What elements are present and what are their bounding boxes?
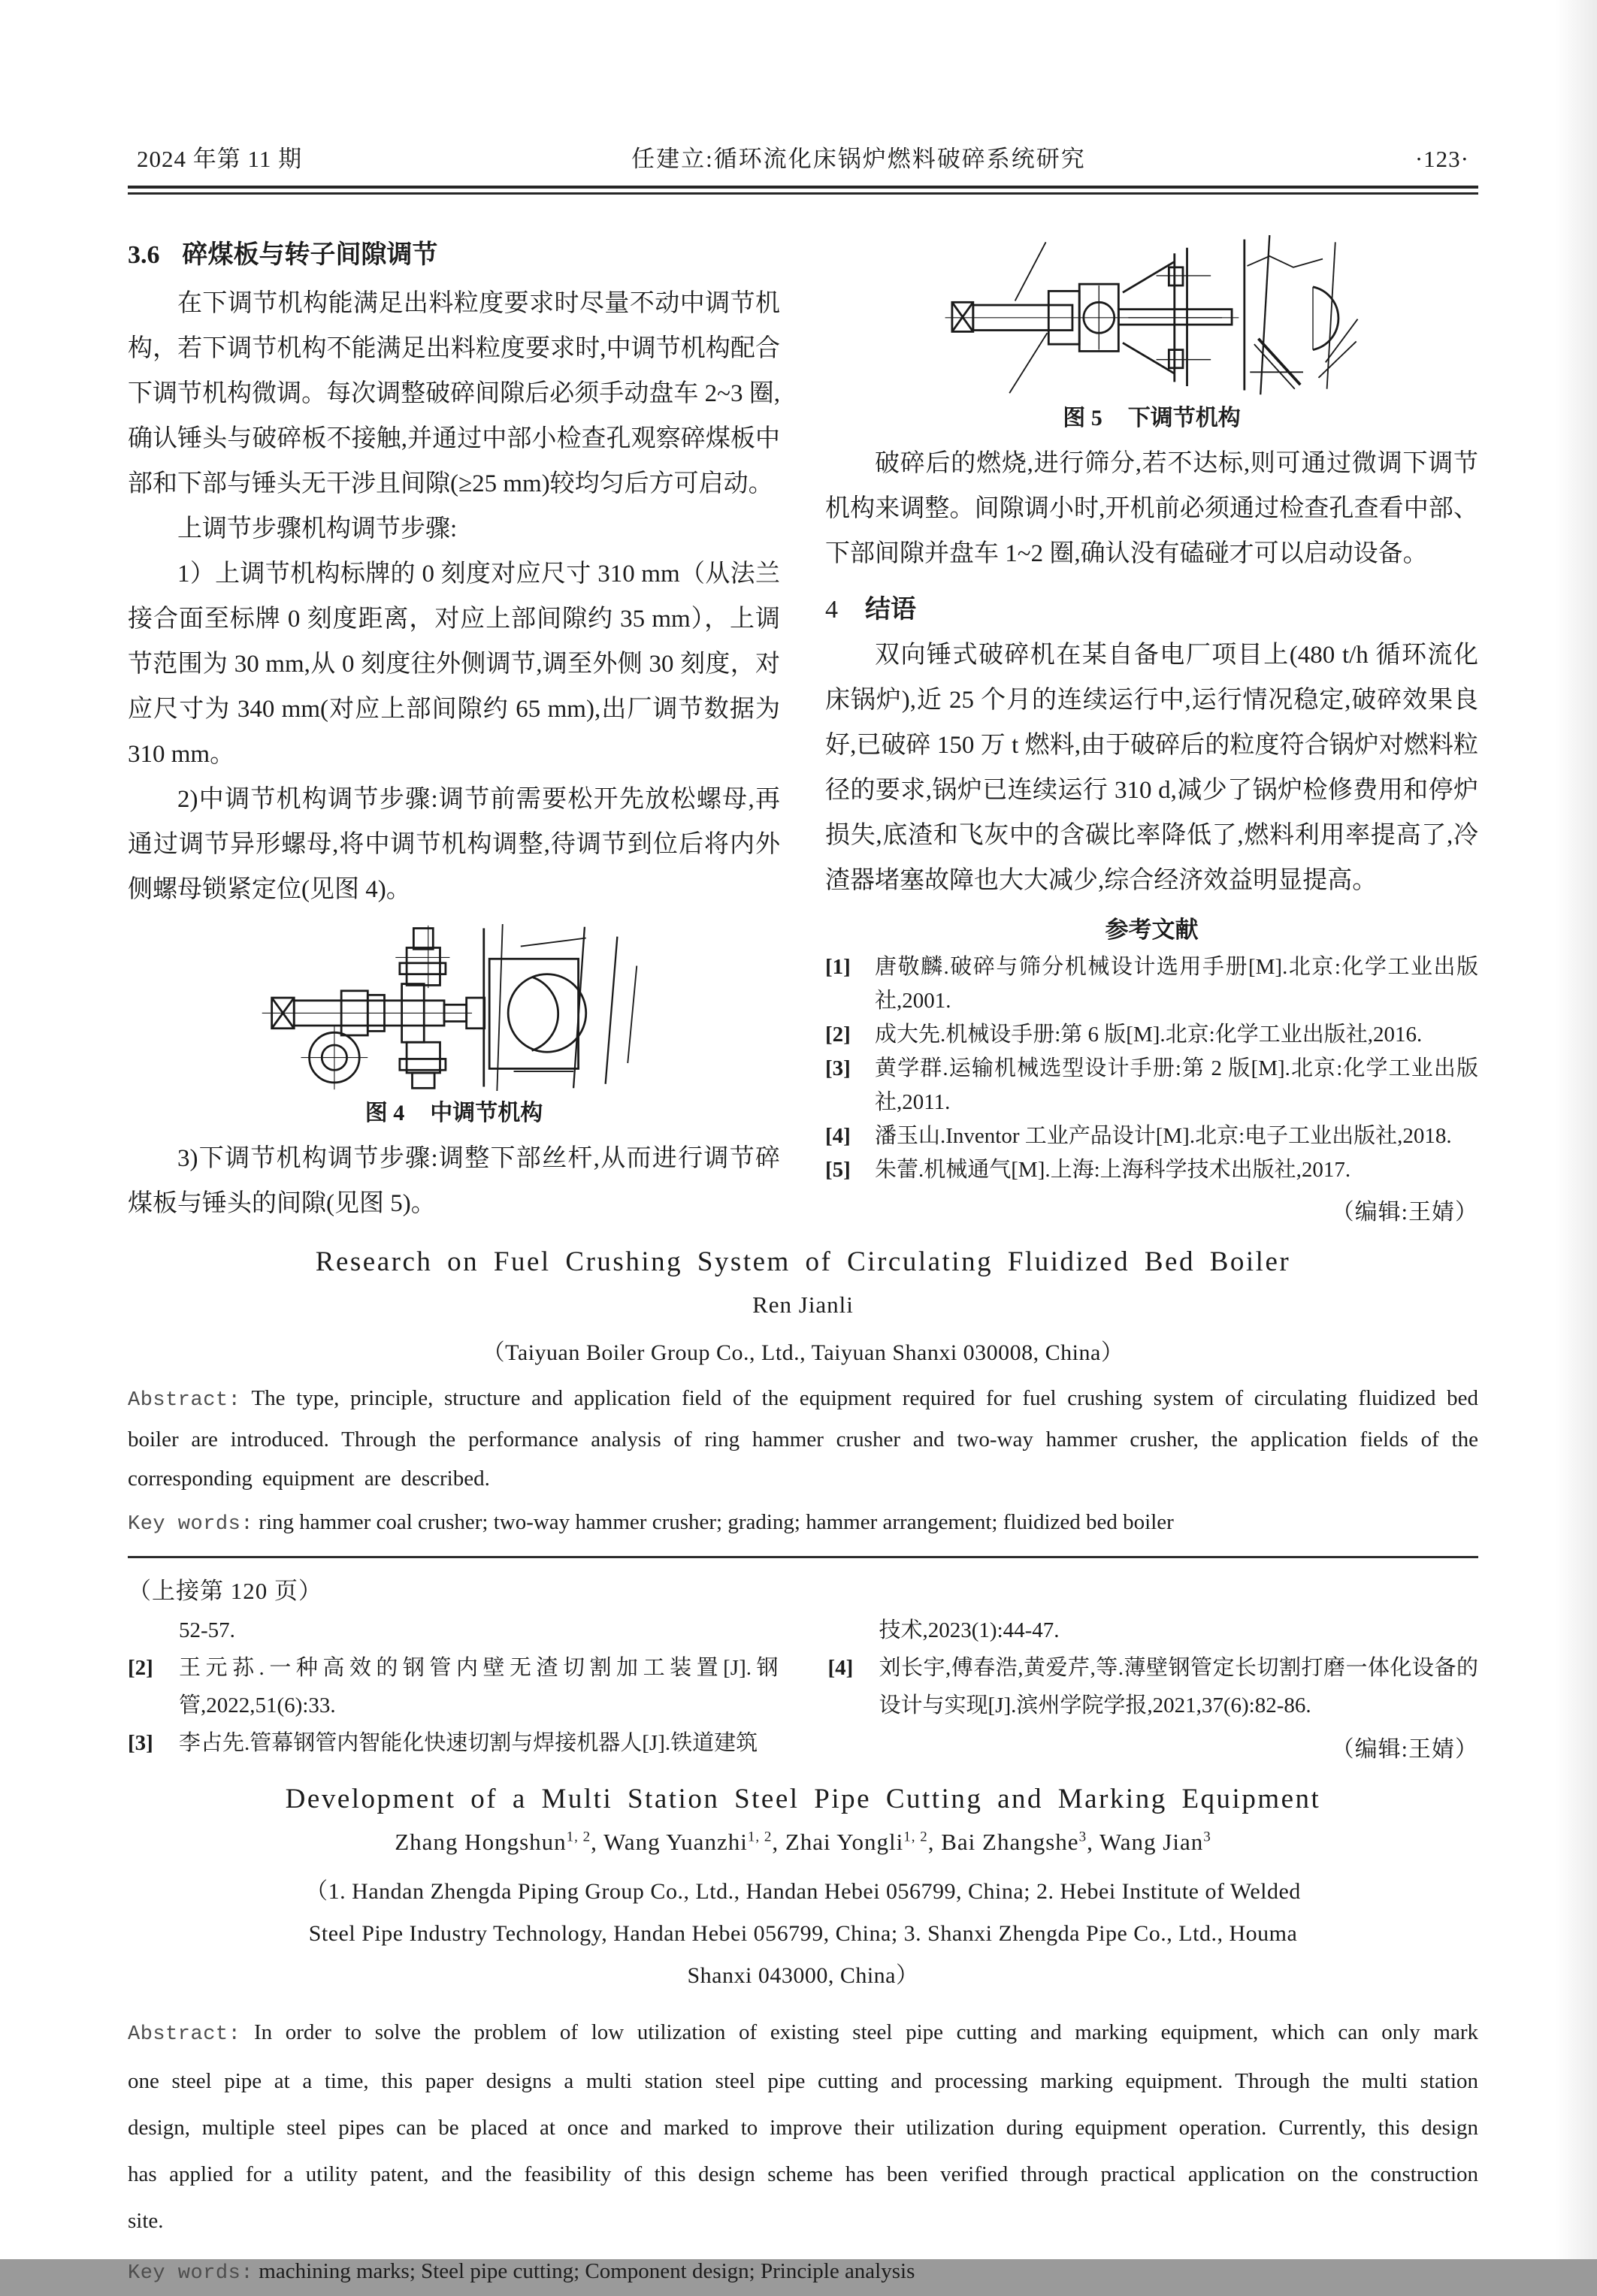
reference-label bbox=[828, 1612, 879, 1649]
english-keywords-2 bbox=[128, 2249, 1478, 2296]
section-number: 4 bbox=[825, 596, 838, 624]
english-keywords-1 bbox=[128, 1503, 1478, 1544]
english-abstract-block-2 bbox=[128, 1783, 1478, 2296]
paragraph: 2)中调节机构调节步骤:调节前需要松开先放松螺母,再通过调节异形螺母,将中调节机构调整,待调节到位后将内外侧螺母锁紧定位(见图 4)。 bbox=[128, 786, 780, 903]
abstract-text: In order to solve the problem of low utilization of existing steel pipe cutting and marking equipment, which can only mark one steel pipe at a time, this paper designs a multi station steel pipe cutting and processing marking equipment. Through the multi station design, multiple steel pipes can be placed at once and marked to improve their utilization during equipment operation. Currently, this design has applied for a utility patent, and the feasibility of this design scheme has been verified through practical application on the construction site. bbox=[128, 2020, 1479, 2233]
author-separator: , bbox=[927, 1829, 942, 1855]
abstract-text: The type, principle, structure and application field of the equipment required for fuel crushing system of circulating fluidized bed boiler are introduced. Through the performance analysis of ring hammer crusher and two-way hammer crusher, the application fields of the corresponding equipment are described. bbox=[128, 1386, 1478, 1491]
section-title: 碎煤板与转子间隙调节 bbox=[182, 241, 438, 269]
section-4-heading bbox=[825, 588, 1478, 625]
paragraph: 3)下调节机构调节步骤:调整下部丝杆,从而进行调节碎煤板与锤头的间隙(见图 5)。 bbox=[128, 1145, 780, 1217]
paragraph: 在下调节机构能满足出料粒度要求时尽量不动中调节机构，若下调节机构不能满足出料粒度要求时,中调节机构配合下调节机构微调。每次调整破碎间隙后必须手动盘车 2~3 圈,确认锤头与破碎板不接触,并通过中部小检查孔观察碎煤板中部和下部与锤头无干涉且间隙(≥25 mm)较均匀后方可启动。 bbox=[128, 290, 780, 497]
article-body bbox=[128, 234, 1478, 1226]
reference-item bbox=[128, 1612, 779, 1649]
reference-label: [4] bbox=[825, 1124, 851, 1148]
mid-adjust-mechanism-drawing bbox=[259, 924, 649, 1091]
reference-label: [5] bbox=[825, 1158, 851, 1182]
author-affil-sup: 3 bbox=[1203, 1829, 1211, 1845]
figure-5-caption bbox=[825, 399, 1478, 432]
english-authors-2 bbox=[128, 1829, 1478, 1856]
english-abstract-2 bbox=[128, 2009, 1478, 2244]
author-separator: , bbox=[1087, 1829, 1100, 1855]
reference-text: 潘玉山.Inventor 工业产品设计[M].北京:电子工业出版社,2018. bbox=[875, 1124, 1452, 1148]
continuation-note: （上接第 120 页） bbox=[128, 1578, 322, 1604]
paragraph: 上调节步骤机构调节步骤: bbox=[177, 515, 458, 542]
reference-label: [3] bbox=[825, 1056, 851, 1080]
english-title-1: Research on Fuel Crushing System of Circulating Fluidized Bed Boiler bbox=[315, 1246, 1291, 1277]
author-separator: , bbox=[772, 1829, 785, 1855]
reference-text: 52-57. bbox=[179, 1618, 235, 1642]
running-title: 任建立:循环流化床锅炉燃料破碎系统研究 bbox=[631, 146, 1086, 172]
reference-label: [4] bbox=[827, 1656, 854, 1680]
affiliation-line: Steel Pipe Industry Technology, Handan Hebei 056799, China; 3. Shanxi Zhengda Pipe Co., Ltd., Houma bbox=[308, 1921, 1298, 1946]
author-name: Wang Yuanzhi bbox=[603, 1829, 748, 1855]
abstract-label: Abstract: bbox=[128, 2023, 241, 2046]
author-affil-sup: 1, 2 bbox=[566, 1829, 591, 1845]
figure-5 bbox=[942, 235, 1363, 396]
reference-item bbox=[828, 1612, 1479, 1649]
page-number: ·123· bbox=[1414, 146, 1469, 172]
reference-item bbox=[825, 950, 1478, 1018]
section-divider-rule bbox=[128, 1556, 1478, 1558]
continuation-section bbox=[128, 1572, 1478, 1763]
left-column bbox=[128, 234, 780, 1226]
reference-text: 刘长宇,傅春浩,黄爱芹,等.薄壁钢管定长切割打磨一体化设备的设计与实现[J].滨州学院学报,2021,37(6):82-86. bbox=[879, 1656, 1478, 1717]
english-affiliation-2 bbox=[128, 1871, 1478, 1997]
reference-item bbox=[828, 1649, 1479, 1724]
figure-5-title: 下调节机构 bbox=[1127, 406, 1241, 430]
english-affiliation-1: （Taiyuan Boiler Group Co., Ltd., Taiyuan Shanxi 030008, China） bbox=[482, 1340, 1124, 1365]
continuation-left-column bbox=[128, 1612, 779, 1763]
reference-text: 黄学群.运输机械选型设计手册:第 2 版[M].北京:化学工业出版社,2011. bbox=[875, 1056, 1478, 1114]
figure-4 bbox=[259, 924, 649, 1091]
page-header bbox=[128, 140, 1478, 174]
reference-label: [2] bbox=[128, 1656, 153, 1680]
figure-4-title: 中调节机构 bbox=[430, 1101, 543, 1125]
reference-label bbox=[128, 1612, 179, 1649]
section-3-6-heading bbox=[128, 234, 780, 270]
reference-text: 朱蕾.机械通气[M].上海:上海科学技术出版社,2017. bbox=[875, 1158, 1351, 1182]
figure-4-caption bbox=[128, 1094, 780, 1127]
reference-text: 唐敬麟.破碎与筛分机械设计选用手册[M].北京:化学工业出版社,2001. bbox=[875, 955, 1478, 1013]
paragraph: 双向锤式破碎机在某自备电厂项目上(480 t/h 循环流化床锅炉),近 25 个月的连续运行中,运行情况稳定,破碎效果良好,已破碎 150 万 t 燃料,由于破碎后的粒度符合锅炉对燃料粒径的要求,锅炉已连续运行 310 d,减少了锅炉检修费用和停炉损失,底渣和飞灰中的含碳比率降低了,燃料利用率提高了,冷渣器堵塞故障也大大减少,综合经济效益明显提高。 bbox=[825, 642, 1478, 894]
reference-item bbox=[825, 1018, 1478, 1052]
figure-5-number: 图 5 bbox=[1063, 406, 1102, 430]
reference-label: [3] bbox=[128, 1731, 153, 1755]
keywords-text: machining marks; Steel pipe cutting; Component design; Principle analysis bbox=[259, 2259, 915, 2283]
english-author-1: Ren Jianli bbox=[752, 1292, 854, 1318]
english-abstract-1 bbox=[128, 1379, 1478, 1498]
author-separator: , bbox=[591, 1829, 604, 1855]
editor-note: （编辑:王婧） bbox=[1331, 1737, 1478, 1762]
section-title: 结语 bbox=[865, 596, 916, 624]
english-title-2: Development of a Multi Station Steel Pipe Cutting and Marking Equipment bbox=[285, 1784, 1321, 1814]
issue-label: 2024 年第 11 期 bbox=[137, 146, 303, 172]
affiliation-line: （1. Handan Zhengda Piping Group Co., Ltd., Handan Hebei 056799, China; 2. Hebei Institute of Welded bbox=[305, 1879, 1301, 1904]
reference-text: 王元荪.一种高效的钢管内壁无渣切割加工装置[J].钢管,2022,51(6):33. bbox=[179, 1656, 779, 1717]
author-affil-sup: 3 bbox=[1078, 1829, 1087, 1845]
reference-label: [1] bbox=[825, 955, 851, 979]
header-rule bbox=[128, 186, 1478, 195]
reference-text: 成大先.机械设手册:第 6 版[M].北京:化学工业出版社,2016. bbox=[875, 1023, 1423, 1047]
keywords-text: ring hammer coal crusher; two-way hammer crusher; grading; hammer arrangement; fluidized bed boiler bbox=[259, 1510, 1174, 1534]
reference-text: 技术,2023(1):44-47. bbox=[879, 1618, 1060, 1642]
right-column bbox=[825, 234, 1478, 1226]
section-number: 3.6 bbox=[128, 241, 160, 269]
english-abstract-block-1 bbox=[128, 1246, 1478, 1544]
reference-item bbox=[825, 1052, 1478, 1119]
lower-adjust-mechanism-drawing bbox=[942, 235, 1363, 396]
figure-4-number: 图 4 bbox=[364, 1101, 405, 1125]
reference-item bbox=[128, 1724, 779, 1762]
references-heading: 参考文献 bbox=[1105, 917, 1199, 943]
keywords-label: Key words: bbox=[128, 2262, 254, 2285]
keywords-label: Key words: bbox=[128, 1513, 254, 1536]
reference-item bbox=[825, 1119, 1478, 1153]
paragraph: 1）上调节机构标牌的 0 刻度对应尺寸 310 mm（从法兰接合面至标牌 0 刻度距离，对应上部间隙约 35 mm），上调节范围为 30 mm,从 0 刻度往外侧调节,调至外侧 30 刻度，对应尺寸为 340 mm(对应上部间隙约 65 mm),出厂调节数据为 310 mm。 bbox=[128, 560, 780, 768]
author-name: Zhang Hongshun bbox=[395, 1829, 567, 1855]
reference-item bbox=[825, 1153, 1478, 1187]
author-affil-sup: 1, 2 bbox=[903, 1829, 928, 1845]
affiliation-line: Shanxi 043000, China） bbox=[687, 1963, 919, 1988]
reference-text: 李占先.管幕钢管内智能化快速切割与焊接机器人[J].铁道建筑 bbox=[179, 1731, 758, 1755]
author-affil-sup: 1, 2 bbox=[747, 1829, 773, 1845]
continuation-right-column bbox=[828, 1612, 1479, 1763]
continuation-columns bbox=[128, 1612, 1478, 1763]
paragraph: 破碎后的燃烧,进行筛分,若不达标,则可通过微调下调节机构来调整。间隙调小时,开机前必须通过检查孔查看中部、下部间隙并盘车 1~2 圈,确认没有磕碰才可以启动设备。 bbox=[825, 450, 1478, 567]
reference-item bbox=[128, 1649, 779, 1724]
reference-label: [2] bbox=[825, 1023, 851, 1047]
editor-note: （编辑:王婧） bbox=[1331, 1200, 1478, 1225]
abstract-label: Abstract: bbox=[128, 1389, 241, 1412]
author-name: Zhai Yongli bbox=[785, 1829, 904, 1855]
author-name: Wang Jian bbox=[1099, 1829, 1204, 1855]
author-name: Bai Zhangshe bbox=[941, 1829, 1079, 1855]
